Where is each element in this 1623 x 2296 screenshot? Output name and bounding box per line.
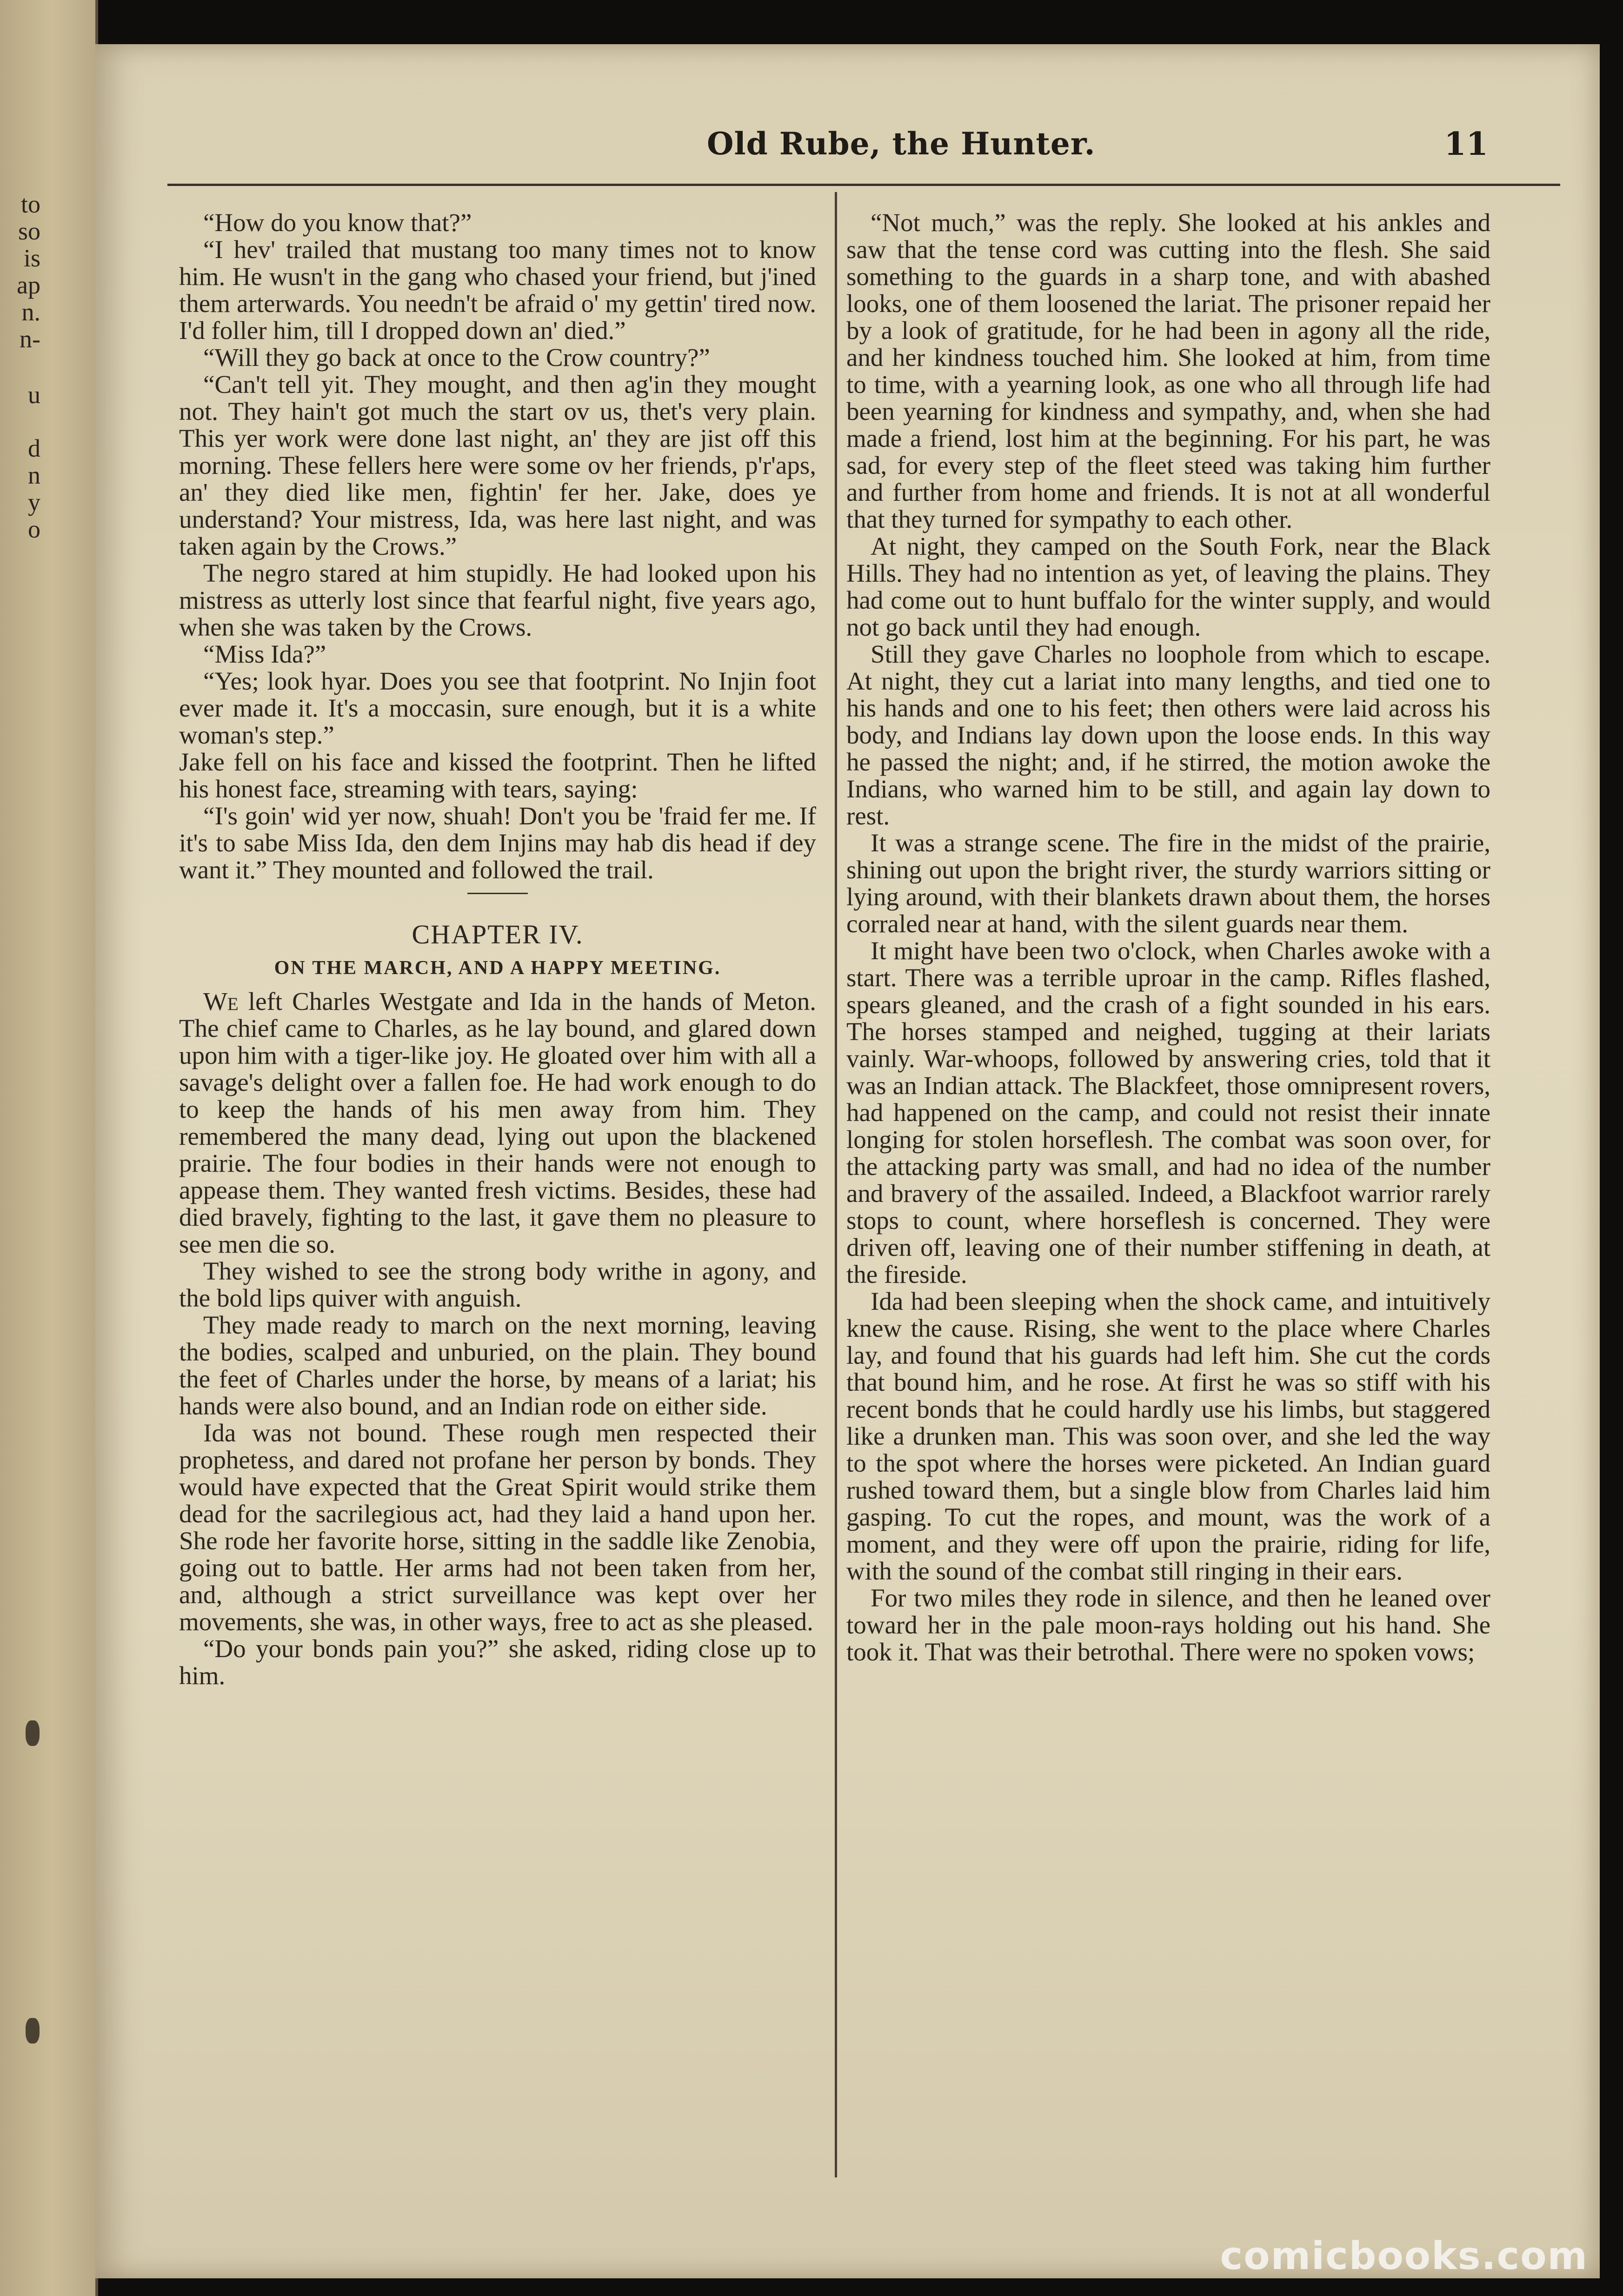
margin-fragment: n- xyxy=(20,325,40,353)
margin-fragment: n xyxy=(28,461,40,489)
paragraph xyxy=(179,988,816,1258)
paragraph: “Miss Ida?” xyxy=(203,640,326,668)
paragraph: “Will they go back at once to the Crow country?” xyxy=(203,343,710,372)
margin-fragment: to xyxy=(20,190,40,218)
binding-stitch xyxy=(26,2018,40,2044)
page-number: 11 xyxy=(1444,126,1488,163)
paragraph: For two miles they rode in silence, and then he leaned over toward her in the pale moon-rays holding out his hand. She took it. That was their betrothal. There were no spoken vows; xyxy=(846,1584,1490,1666)
chapter-subtitle: ON THE MARCH, AND A HAPPY MEETING. xyxy=(274,957,721,979)
margin-fragment: o xyxy=(28,515,40,543)
paragraph: They wished to see the strong body writhe in agony, and the bold lips quiver with anguish. xyxy=(179,1257,816,1312)
chapter-title: CHAPTER IV. xyxy=(412,919,584,949)
drop-lead-word: We xyxy=(203,987,239,1015)
paragraph: They made ready to march on the next morning, leaving the bodies, scalped and unburied, on the plain. They bound the feet of Charles under the horse, by means of a lariat; his hands were also bound, and an Indian rode on either side. xyxy=(179,1311,816,1420)
paragraph: Ida had been sleeping when the shock came, and intuitively knew the cause. Rising, she went to the place where Charles lay, and found that his guards had left him. She cut the cords that bound him, and he rose. At first he was so stiff with his recent bonds that he could hardly use his limbs, but staggered like a drunken man. This was soon over, and she led the way to the spot where the horses were picketed. An Indian guard rushed toward them, but a single blow from Charles laid him gasping. To cut the ropes, and mount, was the work of a moment, and they were off upon the prairie, riding for life, with the sound of the combat still ringing in their ears. xyxy=(846,1287,1490,1585)
column-divider xyxy=(835,192,837,2177)
running-header xyxy=(167,126,1488,172)
margin-fragment: is xyxy=(23,244,40,272)
paragraph: “I's goin' wid yer now, shuah! Don't you be 'fraid fer me. If it's to sabe Miss Ida, den dem Injins may hab dis head if dey want it.” They mounted and followed the trail. xyxy=(179,802,816,884)
margin-fragment: d xyxy=(28,434,40,462)
margin-fragment: ap xyxy=(17,271,40,299)
paragraph: At night, they camped on the South Fork, near the Black Hills. They had no intention as yet, of leaving the plains. They had come out to hunt buffalo for the winter supply, and would not go back until they had enough. xyxy=(846,532,1490,641)
header-rule xyxy=(167,184,1560,186)
paragraph: The negro stared at him stupidly. He had looked upon his mistress as utterly lost since that fearful night, five years ago, when she was taken by the Crows. xyxy=(179,559,816,641)
chapter-rule xyxy=(467,893,528,894)
paragraph: “I hev' trailed that mustang too many times not to know him. He wusn't in the gang who chased your friend, but j'ined them arterwards. You needn't be afraid o' my gettin' tired now. I'd foller him, till I dropped down an' died.” xyxy=(179,235,816,345)
margin-fragment: u xyxy=(28,381,40,409)
paragraph: It might have been two o'clock, when Charles awoke with a start. There was a terrible uproar in the camp. Rifles flashed, spears gleaned, and the crash of a fight sounded in his ears. The horses stamped and neighed, tugging at their lariats vainly. War-whoops, followed by answering cries, told that it was an Indian attack. The Blackfeet, those omnipresent rovers, had happened on the camp, and could not resist their innate longing for stolen horseflesh. The combat was soon over, for the attacking party was small, and had no idea of the number and bravery of the assailed. Indeed, a Blackfoot warrior rarely stops to count, where horseflesh is concerned. They were driven off, leaving one of their number stiffening in death, at the fireside. xyxy=(846,936,1490,1288)
facing-page-edge xyxy=(0,0,98,2296)
margin-fragment: so xyxy=(18,217,40,245)
paragraph: “Do your bonds pain you?” she asked, riding close up to him. xyxy=(179,1634,816,1690)
margin-fragment: n. xyxy=(21,298,40,326)
paragraph: “How do you know that?” xyxy=(203,209,472,237)
paragraph: “Can't tell yit. They mought, and then ag'in they mought not. They hain't got much the start ov us, thet's very plain. This yer work were done last night, an' they are jist off this morning. These fellers here were some ov her friends, p'r'aps, an' they died like men, fightin' fer her. Jake, does ye understand? Your mistress, Ida, was here last night, and was taken again by the Crows.” xyxy=(179,370,816,560)
paragraph: Still they gave Charles no loophole from which to escape. At night, they cut a lariat into many lengths, and tied one to his hands and one to his feet; then others were laid across his body, and Indians lay down upon the loose ends. In this way he passed the night; and, if he stirred, the motion awoke the Indians, who warned him to be still, and again lay down to rest. xyxy=(846,640,1490,830)
printed-page xyxy=(95,44,1600,2278)
margin-fragment: y xyxy=(28,488,40,516)
watermark: comicbooks.com xyxy=(1220,2234,1588,2278)
paragraph-body: left Charles Westgate and Ida in the hands of Meton. The chief came to Charles, as he lay bound, and glared down upon him with a tiger-like joy. He gloated over him with all a savage's delight over a fallen foe. He had work enough to do to keep the hands of his men away from him. They remembered the many dead, lying out upon the blackened prairie. The four bodies in their hands were not enough to appease them. They wanted fresh victims. Besides, these had died bravely, fighting to the last, it gave them no pleasure to see men die so. xyxy=(179,987,816,1258)
paragraph: “Not much,” was the reply. She looked at his ankles and saw that the tense cord was cutting into the flesh. She said something to the guards in a sharp tone, and with abashed looks, one of them loosened the lariat. The prisoner repaid her by a look of gratitude, for he had been in agony all the ride, and her kindness touched him. She looked at him, from time to time, with a yearning look, as one who all through life had been yearning for kindness and sympathy, and, when she had made a friend, lost him at the beginning. For his part, he was sad, for every step of the fleet steed was taking him further and further from home and friends. It is not at all wonderful that they turned for sympathy to each other. xyxy=(846,209,1490,533)
paragraph: It was a strange scene. The fire in the midst of the prairie, shining out upon the bright river, the sturdy warriors sitting or lying around, with their blankets drawn about them, the horses corraled near at hand, with the silent guards near them. xyxy=(846,829,1490,938)
binding-stitch xyxy=(26,1720,40,1746)
paragraph: Ida was not bound. These rough men respected their prophetess, and dared not profane her person by bonds. They would have expected that the Great Spirit would strike them dead for the sacrilegious act, had they laid a hand upon her. She rode her favorite horse, sitting in the saddle like Zenobia, going out to battle. Her arms had not been taken from her, and, although a strict surveillance was kept over her movements, she was, in other ways, free to act as she pleased. xyxy=(179,1419,816,1636)
running-title: Old Rube, the Hunter. xyxy=(707,126,1096,162)
paragraph: “Yes; look hyar. Does you see that footprint. No Injin foot ever made it. It's a moccasin, sure enough, but it is a white woman's step.” xyxy=(179,667,816,749)
right-column xyxy=(846,209,1490,2190)
paragraph: Jake fell on his face and kissed the footprint. Then he lifted his honest face, streaming with tears, saying: xyxy=(179,748,816,803)
left-column xyxy=(179,209,816,2190)
